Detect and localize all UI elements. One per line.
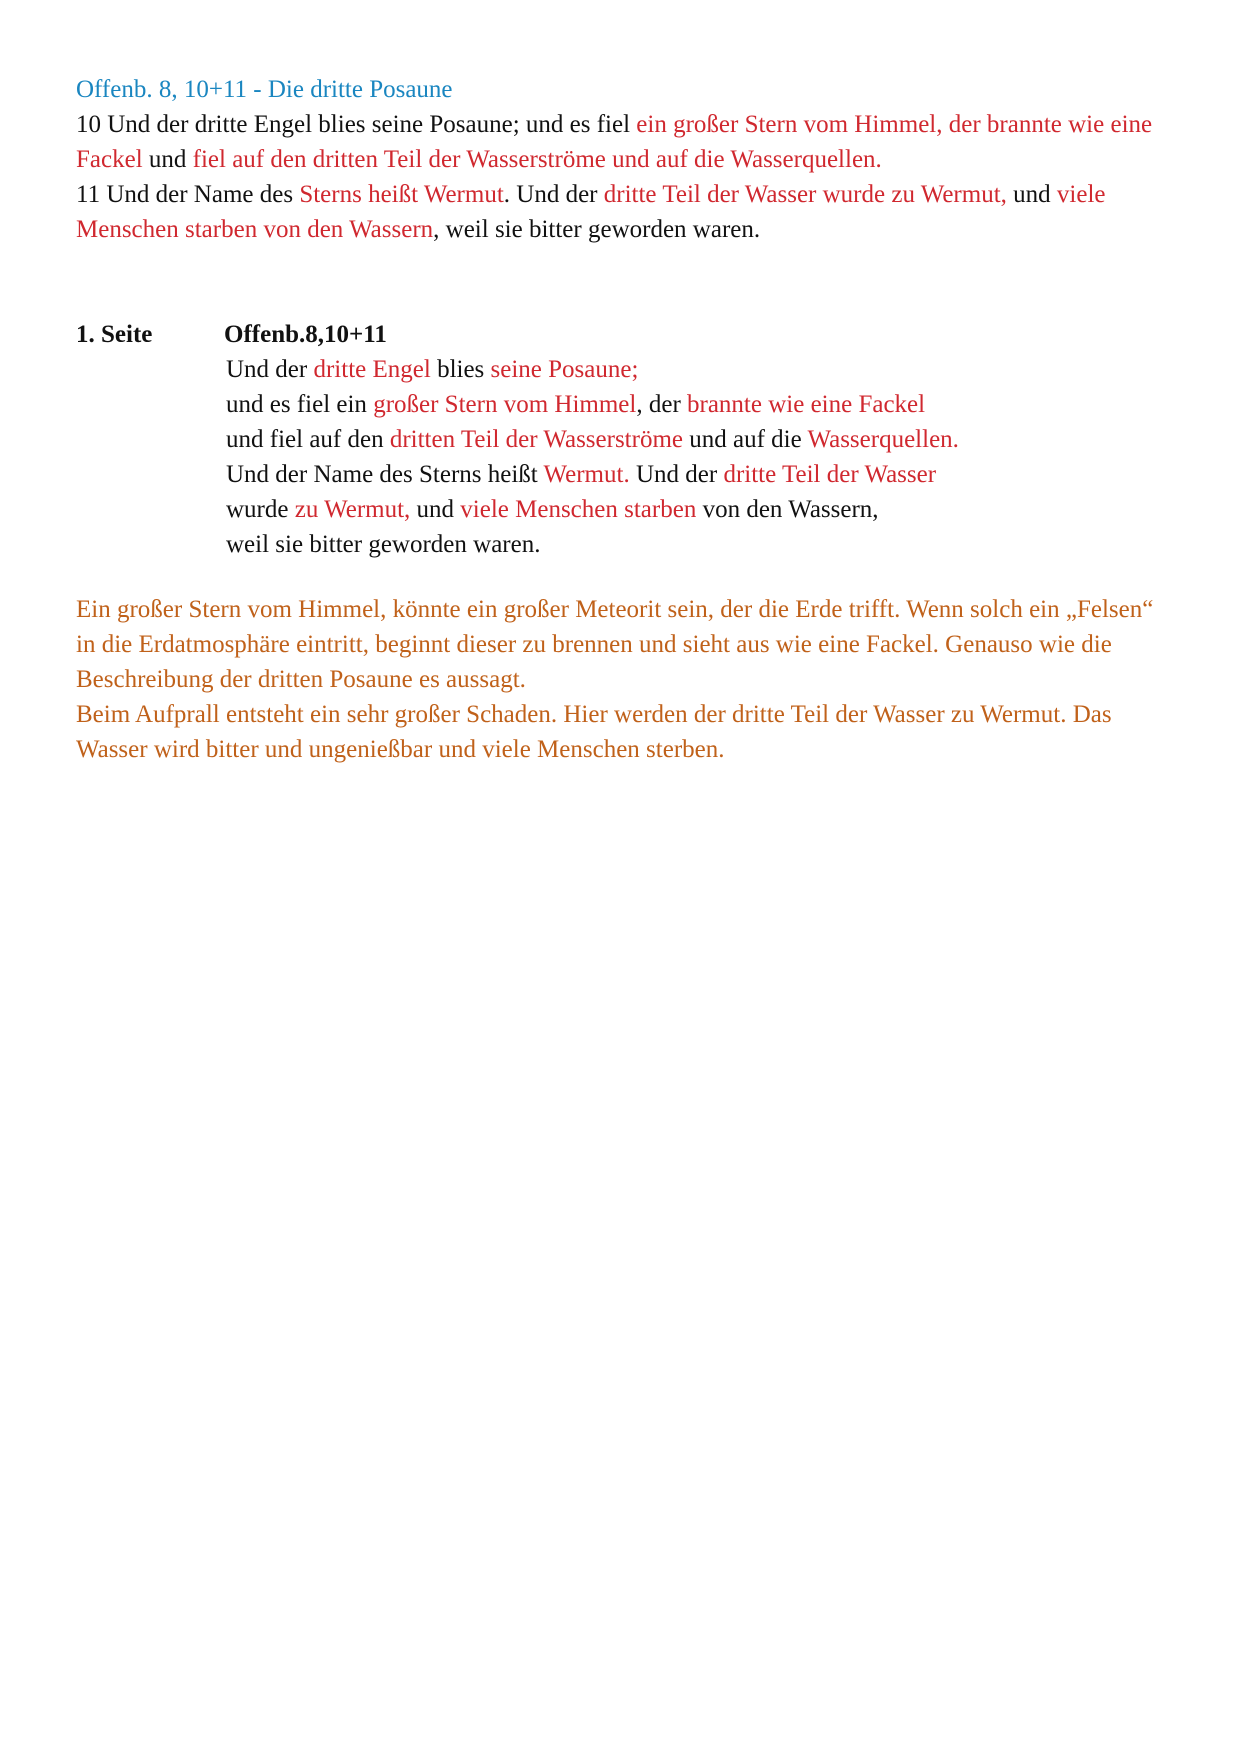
line-segment: dritte Engel <box>313 356 431 383</box>
line-segment: Und der <box>629 461 724 488</box>
verse-line <box>226 492 959 527</box>
line-segment: von den Wassern, <box>696 496 879 523</box>
verse-segment: 10 Und der dritte Engel blies seine Posaune; und es fiel <box>76 111 637 138</box>
section-reference: Offenb.8,10+11 <box>224 321 387 348</box>
verse-10 <box>76 107 1176 177</box>
line-segment: brannte wie eine Fackel <box>687 391 926 418</box>
line-segment: und fiel auf den <box>226 426 390 453</box>
verse-segment: . Und der <box>503 181 604 208</box>
verse-line <box>226 457 959 492</box>
line-segment: Wasserquellen. <box>807 426 959 453</box>
verse-lines <box>226 352 959 562</box>
commentary-paragraph: Beim Aufprall entsteht ein sehr großer Schaden. Hier werden der dritte Teil der Wasser zu Wermut. Das Wasser wird bitter und ungenießbar und viele Menschen sterben. <box>76 701 1112 763</box>
line-segment: und auf die <box>683 426 808 453</box>
line-segment: Wermut. <box>543 461 630 488</box>
verse-line <box>226 352 959 387</box>
verse-segment: Sterns heißt Wermut <box>299 181 504 208</box>
verse-segment: dritte Teil der Wasser wurde zu Wermut, <box>603 181 1007 208</box>
passage-heading: Offenb. 8, 10+11 - Die dritte Posaune <box>76 76 453 103</box>
line-segment: und es fiel ein <box>226 391 374 418</box>
line-segment: wurde <box>226 496 295 523</box>
line-segment: viele Menschen starben <box>460 496 697 523</box>
verse-segment: ein großer Stern vom Himmel, der brannte wie eine Fackel <box>76 111 1153 173</box>
line-segment: Und der Name des Sterns heißt <box>226 461 544 488</box>
line-segment: dritten Teil der Wasserströme <box>389 426 683 453</box>
section-label: 1. Seite <box>76 321 153 348</box>
verse-segment: fiel auf den dritten Teil der Wasserströme und auf die Wasserquellen. <box>192 146 882 173</box>
line-segment: und <box>410 496 461 523</box>
verse-segment: und <box>142 146 193 173</box>
line-segment: blies <box>430 356 491 383</box>
line-segment: zu Wermut, <box>294 496 411 523</box>
verse-line <box>226 387 959 422</box>
line-segment: seine Posaune; <box>490 356 639 383</box>
commentary <box>76 592 1176 767</box>
line-segment: dritte Teil der Wasser <box>723 461 937 488</box>
line-segment: weil sie bitter geworden waren. <box>226 531 541 558</box>
line-segment: Und der <box>226 356 314 383</box>
verse-line <box>226 527 959 562</box>
line-segment: , der <box>636 391 688 418</box>
verse-segment: , weil sie bitter geworden waren. <box>433 216 761 243</box>
verse-line <box>226 422 959 457</box>
verse-segment: 11 Und der Name des <box>76 181 300 208</box>
bible-passage <box>76 72 1176 247</box>
line-segment: großer Stern vom Himmel <box>373 391 637 418</box>
verse-segment: viele Menschen starben von den Wassern <box>76 181 1106 243</box>
commentary-paragraph: Ein großer Stern vom Himmel, könnte ein großer Meteorit sein, der die Erde trifft. Wenn solch ein „Felsen“ in die Erdatmosphäre eintritt, beginnt dieser zu brennen und sieht aus wie eine Fackel. Genauso wie die Beschreibung der dritten Posaune es aussagt. <box>76 596 1154 693</box>
verse-11 <box>76 177 1176 247</box>
verse-segment: und <box>1006 181 1057 208</box>
